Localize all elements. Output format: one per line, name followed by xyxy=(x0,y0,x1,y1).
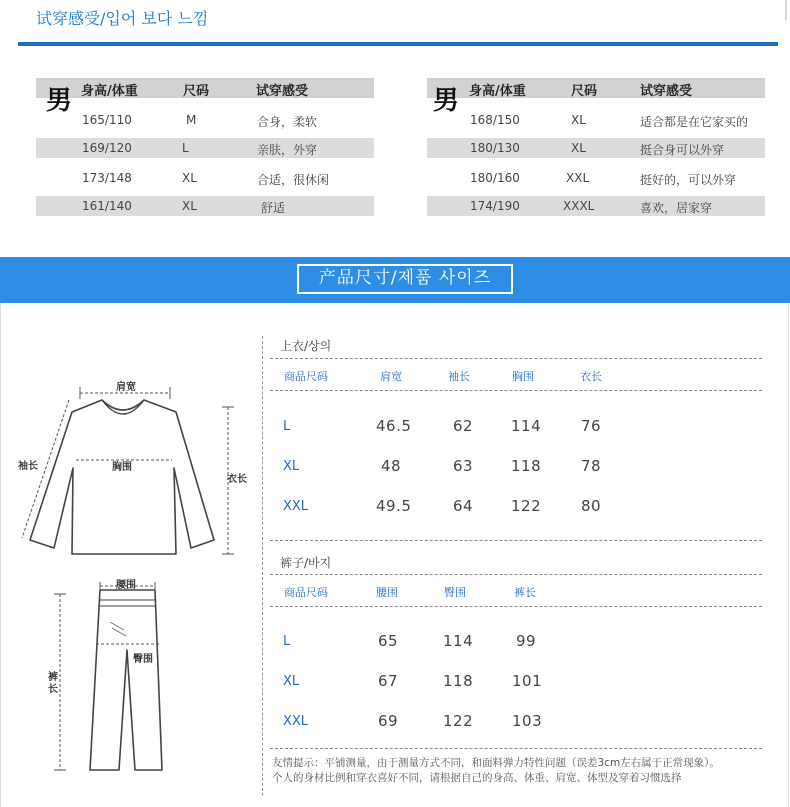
pants-chart-title: 裤子/바지 xyxy=(280,556,332,570)
right-border xyxy=(788,303,789,807)
col-shoulder: 肩宽 xyxy=(380,370,402,383)
cell-height-weight: 174/190 xyxy=(470,199,520,213)
cell-size: XL xyxy=(182,171,197,185)
label-sleeve: 袖长 xyxy=(18,461,38,472)
cell-height-weight: 168/150 xyxy=(470,113,520,127)
value-waist: 69 xyxy=(378,712,399,730)
value-waist: 67 xyxy=(378,672,399,690)
col-size: 商品尺码 xyxy=(284,586,328,599)
value-waist: 65 xyxy=(378,632,399,650)
section-title-tryon: 试穿感受/입어 보다 느낌 xyxy=(36,9,209,28)
divider xyxy=(270,748,762,749)
value-sleeve: 63 xyxy=(453,457,474,475)
value-chest: 114 xyxy=(511,417,542,435)
cell-size: XXXL xyxy=(563,199,595,213)
value-chest: 122 xyxy=(511,497,542,515)
divider xyxy=(270,574,762,575)
right-edge-mark xyxy=(785,0,787,20)
cell-size: XXL xyxy=(566,171,590,185)
value-pants-length: 99 xyxy=(516,632,537,650)
cell-feeling: 合身，柔软 xyxy=(257,115,318,129)
table-row xyxy=(427,138,765,158)
value-hip: 122 xyxy=(443,712,474,730)
divider xyxy=(270,358,762,359)
value-chest: 118 xyxy=(511,457,542,475)
label-shoulder: 肩宽 xyxy=(116,382,136,393)
male-label: 男 xyxy=(433,86,460,116)
col-height-weight: 身高/体重 xyxy=(469,84,526,99)
table-row xyxy=(427,110,765,130)
cell-size: M xyxy=(186,113,197,127)
table-row xyxy=(36,138,374,158)
table-row xyxy=(427,168,765,188)
cell-height-weight: 165/110 xyxy=(82,113,132,127)
value-hip: 114 xyxy=(443,632,474,650)
value-sleeve: 62 xyxy=(453,417,474,435)
cell-size: XL xyxy=(182,199,197,213)
size-label: XXL xyxy=(283,714,309,729)
cell-size: L xyxy=(182,141,189,155)
cell-feeling: 喜欢，居家穿 xyxy=(640,201,713,215)
size-label: L xyxy=(283,634,291,649)
value-sleeve: 64 xyxy=(453,497,474,515)
banner-title: 产品尺寸/제품 사이즈 xyxy=(318,268,492,288)
value-length: 76 xyxy=(581,417,602,435)
left-border xyxy=(0,303,1,807)
tip-line-2: 个人的身材比例和穿衣喜好不同，请根据自己的身高、体重、肩宽、体型及穿着习惯选择 xyxy=(272,772,682,784)
shirt-diagram xyxy=(10,370,255,565)
male-label: 男 xyxy=(46,86,73,116)
table-row xyxy=(36,168,374,188)
value-length: 80 xyxy=(581,497,602,515)
value-shoulder: 46.5 xyxy=(376,417,412,435)
header-divider xyxy=(18,42,778,46)
cell-height-weight: 173/148 xyxy=(82,171,132,185)
pants-diagram xyxy=(40,582,180,777)
label-length: 衣长 xyxy=(227,474,247,485)
col-sleeve: 袖长 xyxy=(448,370,470,383)
value-shoulder: 49.5 xyxy=(376,497,412,515)
col-chest: 胸围 xyxy=(512,370,534,383)
col-hip: 臀围 xyxy=(444,586,466,599)
tip-line-1: 友情提示：平铺测量，由于测量方式不同，和面料弹力特性问题（误差3cm左右属于正常现象）。 xyxy=(272,757,720,769)
cell-feeling: 挺合身可以外穿 xyxy=(640,143,725,157)
tryon-table-header xyxy=(427,78,765,116)
divider xyxy=(270,606,762,607)
chart-separator xyxy=(262,336,264,796)
cell-feeling: 合适，很休闲 xyxy=(257,173,330,187)
cell-height-weight: 169/120 xyxy=(82,141,132,155)
cell-size: XL xyxy=(571,113,586,127)
col-waist: 腰围 xyxy=(376,586,398,599)
label-waist: 腰围 xyxy=(116,580,136,591)
cell-feeling: 挺好的，可以外穿 xyxy=(640,173,737,187)
col-length: 衣长 xyxy=(580,370,602,383)
table-row xyxy=(36,196,374,216)
label-pants-length: 裤长 xyxy=(48,672,58,695)
top-chart-title: 上衣/상의 xyxy=(280,339,332,353)
size-label: L xyxy=(283,419,291,434)
col-height-weight: 身高/体重 xyxy=(81,84,138,99)
cell-feeling: 舒适 xyxy=(261,201,286,215)
value-pants-length: 103 xyxy=(512,712,543,730)
cell-feeling: 适合都是在它家买的 xyxy=(640,115,749,129)
col-pants-length: 裤长 xyxy=(514,586,536,599)
value-hip: 118 xyxy=(443,672,474,690)
col-size: 尺码 xyxy=(183,84,210,99)
table-row xyxy=(36,110,374,130)
col-feeling: 试穿感受 xyxy=(256,84,309,99)
size-label: XL xyxy=(283,674,300,689)
cell-size: XL xyxy=(571,141,586,155)
col-size: 商品尺码 xyxy=(284,370,328,383)
value-length: 78 xyxy=(581,457,602,475)
size-label: XXL xyxy=(283,499,309,514)
label-chest: 胸围 xyxy=(112,462,132,473)
tryon-table-header xyxy=(36,78,374,116)
size-label: XL xyxy=(283,459,300,474)
divider xyxy=(270,540,762,541)
cell-feeling: 亲肤，外穿 xyxy=(257,143,318,157)
cell-height-weight: 161/140 xyxy=(82,199,132,213)
label-hip: 臀围 xyxy=(133,654,153,665)
col-feeling: 试穿感受 xyxy=(640,84,693,99)
table-row xyxy=(427,196,765,216)
cell-height-weight: 180/160 xyxy=(470,171,520,185)
value-shoulder: 48 xyxy=(381,457,402,475)
divider xyxy=(270,390,762,391)
cell-height-weight: 180/130 xyxy=(470,141,520,155)
col-size: 尺码 xyxy=(571,84,598,99)
value-pants-length: 101 xyxy=(512,672,543,690)
